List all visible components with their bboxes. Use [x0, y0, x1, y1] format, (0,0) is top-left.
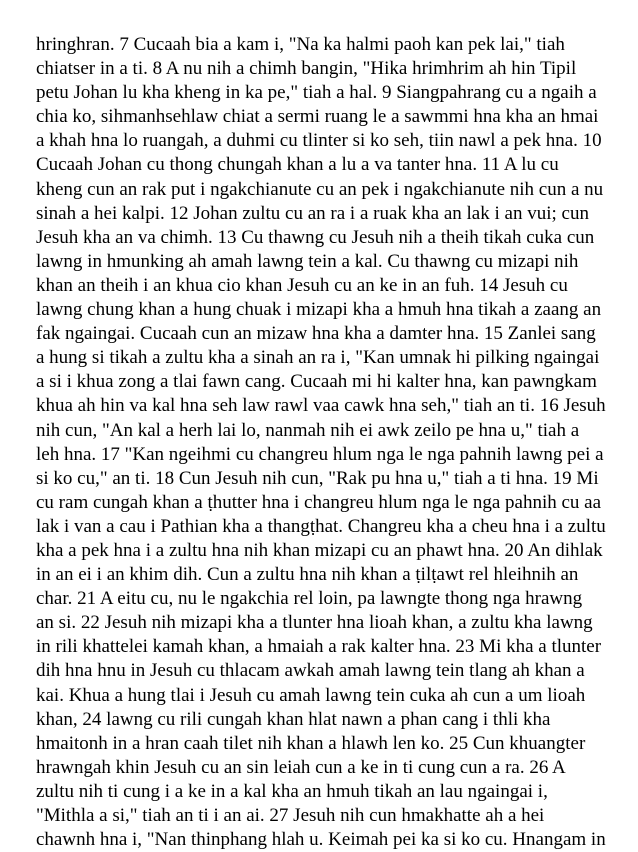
- text-line: a si i khua zong a tlai fawn cang. Cucaah mi hi kalter hna, kan pawngkam: [36, 371, 597, 393]
- text-line: kheng cun an rak put i ngakchianute cu an pek i ngakchianute nih cun a nu: [36, 178, 604, 200]
- text-line: kai. Khua a hung tlai i Jesuh cu amah lawng tein cuka ah cun a um lioah: [36, 684, 586, 706]
- text-line: chia ko, sihmanhsehlaw chiat a sermi ruang le a sawmmi hna kha an hmai: [36, 106, 599, 128]
- text-line: in an ei i an khim dih. Cun a zultu hna nih khan a ṭilṭawt rel hleihnih an: [36, 564, 579, 586]
- body-paragraph: [36, 33, 626, 852]
- text-line: an si. 22 Jesuh nih mizapi kha a tlunter hna lioah khan, a zultu kha lawng: [36, 612, 593, 634]
- text-line: a hung si tikah a zultu kha a sinah an ra i, "Kan umnak hi pilking ngaingai: [36, 347, 600, 369]
- text-line: dih hna hnu in Jesuh cu thlacam awkah amah lawng tein tlang ah khan a: [36, 660, 585, 682]
- text-line: cu ram cungah khan a ṭhutter hna i changreu hlum nga le nga pahnih cu aa: [36, 491, 602, 513]
- text-line: chawnh hna i, "Nan thinphang hlah u. Keimah pei ka si ko cu. Hnangam in: [36, 829, 606, 851]
- text-line: zultu nih ti cung i a ke in a kal kha an hmuh tikah an lau ngaingai i,: [36, 780, 548, 802]
- text-line: sinah a hei kalpi. 12 Johan zultu cu an ra i a ruak kha an lak i an vui; cun: [36, 202, 589, 224]
- text-line: kha a pek hna i a zultu hna nih khan mizapi cu an phawt hna. 20 An dihlak: [36, 539, 603, 561]
- text-line: khan an theih i an khua cio khan Jesuh cu an ke in an fuh. 14 Jesuh cu: [36, 274, 568, 296]
- text-line: Cucaah Johan cu thong chungah khan a lu a va tanter hna. 11 A lu cu: [36, 154, 559, 176]
- text-line: petu Johan lu kha kheng in ka pe," tiah a hal. 9 Siangpahrang cu a ngaih a: [36, 82, 597, 104]
- text-line: chiatser in a ti. 8 A nu nih a chimh bangin, "Hika hrimhrim ah hin Tipil: [36, 58, 577, 80]
- text-line: "Mithla a si," tiah an ti i an ai. 27 Jesuh nih cun hmakhatte ah a hei: [36, 805, 545, 826]
- text-line: hringhran. 7 Cucaah bia a kam i, "Na ka halmi paoh kan pek lai," tiah: [36, 34, 565, 55]
- text-line: lawng chung khan a hung chuak i mizapi kha a hmuh hna tikah a zaang an: [36, 299, 602, 321]
- text-line: si ko cu," an ti. 18 Cun Jesuh nih cun, "Rak pu hna u," tiah a ti hna. 19 Mi: [36, 467, 599, 489]
- text-line: in rili khattelei kamah khan, a hmaiah a rak kalter hna. 23 Mi kha a tlunter: [36, 636, 602, 658]
- text-line: lak i van a cau i Pathian kha a thangṭhat. Changreu kha a cheu hna i a zultu: [36, 515, 606, 537]
- document-page: [36, 33, 626, 852]
- text-line: a khah hna lo ruangah, a duhmi cu tlinter si ko seh, tiin nawl a pek hna. 10: [36, 130, 602, 152]
- text-line: khan, 24 lawng cu rili cungah khan hlat nawn a phan cang i thli kha: [36, 708, 551, 730]
- text-line: fak ngaingai. Cucaah cun an mizaw hna kha a damter hna. 15 Zanlei sang: [36, 323, 596, 345]
- text-line: char. 21 A eitu cu, nu le ngakchia rel loin, pa lawngte thong nga hrawng: [36, 588, 583, 610]
- text-line: Jesuh kha an va chimh. 13 Cu thawng cu Jesuh nih a theih tikah cuka cun: [36, 226, 595, 248]
- text-line: lawng in hmunking ah amah lawng tein a kal. Cu thawng cu mizapi nih: [36, 250, 579, 272]
- text-line: hrawngah khin Jesuh cu an sin leiah cun a ke in ti cung cun a ra. 26 A: [36, 756, 566, 778]
- text-line: hmaitonh in a hran caah tilet nih khan a hlawh len ko. 25 Cun khuangter: [36, 732, 586, 754]
- text-line: leh hna. 17 "Kan ngeihmi cu changreu hlum nga le nga pahnih lawng pei a: [36, 443, 604, 465]
- text-line: khua ah hin va kal hna seh law rawl vaa cawk hna seh," tiah an ti. 16 Jesuh: [36, 395, 606, 417]
- text-line: nih cun, "An kal a herh lai lo, nanmah nih ei awk zeilo pe hna u," tiah a: [36, 419, 580, 441]
